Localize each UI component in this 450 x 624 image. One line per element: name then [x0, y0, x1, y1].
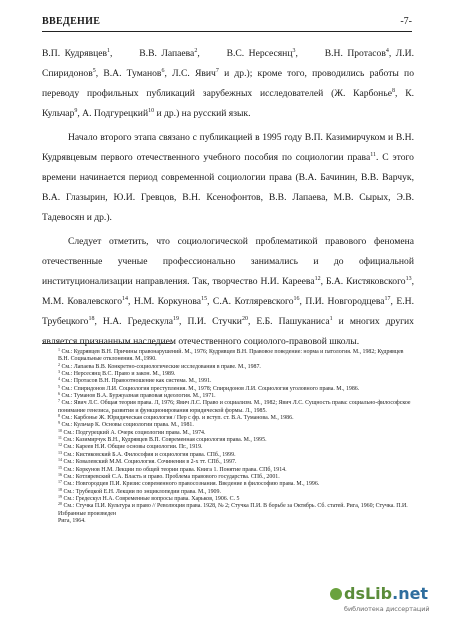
- text-run: . С этого времени начинается период современной социологии права (В.А. Бачинин, В.В. Варчук, В.А. Глазырин, Ю.И. Гревцов, В.Н. Ксенофонтов, В.В. Лапаева, М.В. Сырых, Э.В. Тадевосян и др.).: [42, 152, 414, 223]
- footnote-text: См.: Ковалевский М.М. Социология. Сочинения в 2-х тт. СПб., 1997.: [62, 459, 237, 466]
- footnote-text: См.: Котляревский С.А. Власть и право. Проблема правового государства. СПб., 2001.: [62, 473, 280, 480]
- footnote-ref: 6: [161, 68, 165, 74]
- section-title: ВВЕДЕНИЕ: [42, 16, 101, 27]
- text-run: Следует отметить, что социологической проблематикой правового феномена отечественные ученые профессионально занимались и до официальной институционализации направления. Так, творчество Н.И. Кареева: [42, 236, 414, 287]
- footnote: [58, 503, 412, 518]
- footnote-ref: 11: [370, 152, 376, 158]
- footnote-text: См.: Кудрявцев В.Н. Причины правонарушений. М., 1976; Кудрявцев В.Н. Правовое поведение: норма и патология. М., 1982; Кудрявцев В.Н. Социальные отклонения. М.,1990.: [58, 349, 404, 363]
- footnote: [58, 349, 412, 364]
- text-run: , В.С. Нерсесянц: [197, 48, 293, 59]
- footnote-number: 4: [58, 376, 60, 382]
- footnote-text: См.: Лапаева В.В. Конкретно-социологические исследования в праве. М., 1987.: [60, 363, 261, 370]
- text-run: и многих других является признанным наследием отечественного социолого-правовой школы.: [42, 316, 414, 347]
- text-run: , В.В. Лапаева: [110, 48, 195, 59]
- text-run: , Н.М. Коркунова: [128, 296, 202, 307]
- text-run: , М.М. Ковалевского: [42, 276, 414, 307]
- footnote-text: См.: Трубецкой Е.Н. Лекции по энциклопедии права. М., 1909.: [62, 488, 221, 495]
- footnote-separator: [42, 343, 172, 344]
- footnote-text: См.: Стучка П.И. Культура и право // Революция права. 1928, № 2; Стучка П.И. В борьбе за Октябрь. Сб. статей. Рига, 1960; Стучка. П.И. Избранные произведен: [58, 503, 408, 517]
- footnote-text: См.: Явич Л.С. Общая теория права. Л, 1976; Явич Л.С. Право и социализм. М., 1982; Явич Л.С. Сущность права: социально-философское понимание генезиса, развития и функционирования юридической формы. Л., 1985.: [58, 400, 411, 414]
- footnote-ref: 10: [148, 108, 155, 114]
- footnote: [58, 486, 412, 496]
- watermark-subtitle: библиотека диссертаций: [344, 605, 430, 613]
- text-run: , В.Н. Протасов: [295, 48, 386, 59]
- footnote: [58, 459, 412, 466]
- footnote-ref: 1: [329, 316, 333, 322]
- text-run: , К. Кульчар: [42, 88, 414, 119]
- footnote-number: 16: [58, 471, 62, 477]
- footnote-number: 18: [58, 486, 62, 492]
- text-run: , Л.С. Явич: [164, 68, 216, 79]
- footnote-ref: 5: [92, 68, 96, 74]
- main-text: [42, 44, 414, 352]
- footnote-number: 14: [58, 457, 62, 463]
- footnote-text: См.: Спиридонов Л.И. Социология преступления. М., 1978; Спиридонов Л.И. Социология уголовного права. М., 1986.: [60, 385, 360, 392]
- footnote-number: 1: [58, 347, 60, 352]
- text-run: , А. Подгурецкий: [77, 108, 149, 119]
- footnote-number: 17: [58, 479, 62, 485]
- text-run: , Л.И. Спиридонов: [42, 48, 414, 79]
- footnote-number: 5: [58, 383, 60, 389]
- footnote-number: 6: [58, 391, 60, 397]
- footnote-number: 15: [58, 464, 62, 470]
- text-run: , Н.А. Гредескула: [94, 316, 174, 327]
- footnote: [58, 464, 412, 474]
- footnote-number: 20: [58, 501, 62, 507]
- footnote: [58, 444, 412, 451]
- text-run: , Е.Н. Трубецкого: [42, 296, 414, 327]
- footnote-text: См.: Коркунов Н.М. Лекции по общей теории права. Книга 1. Понятие права. СПб, 1914.: [62, 466, 287, 473]
- footnote-ref: 19: [173, 316, 180, 322]
- paragraph-3: [42, 232, 414, 352]
- footnote-ref: 7: [215, 68, 219, 74]
- footnote-number: 10: [58, 427, 62, 433]
- footnote-ref: 2: [194, 48, 198, 54]
- text-run: , Е.Б. Пашуканиса: [247, 316, 330, 327]
- footnote-ref: 1: [107, 48, 111, 54]
- footnote-ref: 20: [241, 316, 248, 322]
- footnote-ref: 16: [293, 296, 300, 302]
- footnote-text: См.: Протасов В.Н. Правоотношение как система. М., 1991.: [60, 378, 212, 385]
- footnote-ref: 12: [314, 276, 321, 282]
- footnote-number: 19: [58, 493, 62, 499]
- text-run: Начало второго этапа связано с публикацией в 1995 году В.П. Казимирчуком и В.Н. Кудрявцевым первого отечественного учебного пособия по социологии права: [42, 132, 414, 163]
- paragraph-2: [42, 128, 414, 228]
- footnote-text: См.: Подгурецкий А. Очерк социологии права. М., 1974.: [62, 429, 206, 436]
- page-number: -7-: [400, 16, 412, 27]
- footnote-number: 9: [58, 420, 60, 426]
- footnote-number: 11: [58, 435, 62, 441]
- footnote-ref: 4: [385, 48, 389, 54]
- footnote-ref: 17: [384, 296, 391, 302]
- logo-main: dsLib: [344, 584, 393, 603]
- watermark: [344, 584, 440, 618]
- footnote-text: См.: Кистяковский Б.А. Философия и социология права. СПб., 1999.: [62, 451, 236, 458]
- watermark-logo: [344, 584, 428, 603]
- footnote: [58, 378, 412, 385]
- footnote-text: См.: Казимирчук В.Н., Кудрявцев В.П. Современная социология права. М., 1995.: [61, 437, 267, 444]
- footnote-ref: 8: [391, 88, 395, 94]
- footnote-ref: 14: [122, 296, 129, 302]
- text-run: и др.) на русский язык.: [154, 108, 251, 119]
- footnotes: [58, 349, 412, 525]
- footnote-text: См.: Карбонье Ж. Юридическая социология / Пер с фр. и вступ. ст. В.А. Туманова. М., 1986.: [60, 415, 294, 422]
- footnote-number: 7: [58, 398, 60, 404]
- footnote-ref: 15: [201, 296, 208, 302]
- footnote-text: См.: Кареев Н.И. Общие основы социологии. Пг., 1919.: [62, 444, 203, 451]
- text-run: В.П. Кудрявцев: [42, 48, 108, 59]
- footnote-number: 3: [58, 369, 60, 375]
- footnote-number: 12: [58, 442, 62, 448]
- text-run: , В.А. Туманов: [95, 68, 162, 79]
- paragraph-1: [42, 44, 414, 124]
- footnote: [58, 361, 412, 371]
- footnote-text: См.: Новгородцев П.И. Кризис современного правосознания. Введение в философию права. М., 1996.: [62, 481, 320, 488]
- footnote-number: 8: [58, 413, 60, 419]
- footnote: [58, 481, 412, 488]
- footnote-number: 2: [58, 361, 60, 367]
- page-header: [42, 14, 412, 34]
- footnote-number: 13: [58, 449, 62, 455]
- footnote: [58, 383, 412, 393]
- footnote: [58, 400, 412, 415]
- text-run: , П.И. Стучки: [179, 316, 242, 327]
- leaf-icon: [330, 588, 342, 600]
- footnote-text: См.: Нерсесянц В.С. Право и закон. М., 1989.: [60, 371, 176, 378]
- text-run: , Б.А. Кистяковского: [320, 276, 406, 287]
- text-run: , С.А. Котляревского: [207, 296, 294, 307]
- footnote-ref: 9: [74, 108, 78, 114]
- footnote-continuation: Рига, 1964.: [58, 517, 86, 524]
- text-run: , П.И. Новгородцева: [299, 296, 385, 307]
- text-run: и др.); кроме того, проводились работы по переводу профильных публикаций зарубежных исследователей (Ж. Карбонье: [42, 68, 414, 99]
- footnote-text: См.: Туманов В.А. Буржуазная правовая идеология. М., 1971.: [60, 393, 216, 400]
- footnote-text: См.: Гредескул Н.А. Современные вопросы права. Харьков, 1906. С. 5: [62, 495, 240, 502]
- footnote-text: См.: Кульчар К. Основы социологии права. М., 1981.: [60, 422, 194, 429]
- footnote-ref: 3: [292, 48, 296, 54]
- footnote: [58, 422, 412, 429]
- header-rule: [42, 31, 412, 32]
- footnote-ref: 18: [88, 316, 95, 322]
- logo-tld: .net: [392, 584, 429, 603]
- footnote-ref: 13: [405, 276, 412, 282]
